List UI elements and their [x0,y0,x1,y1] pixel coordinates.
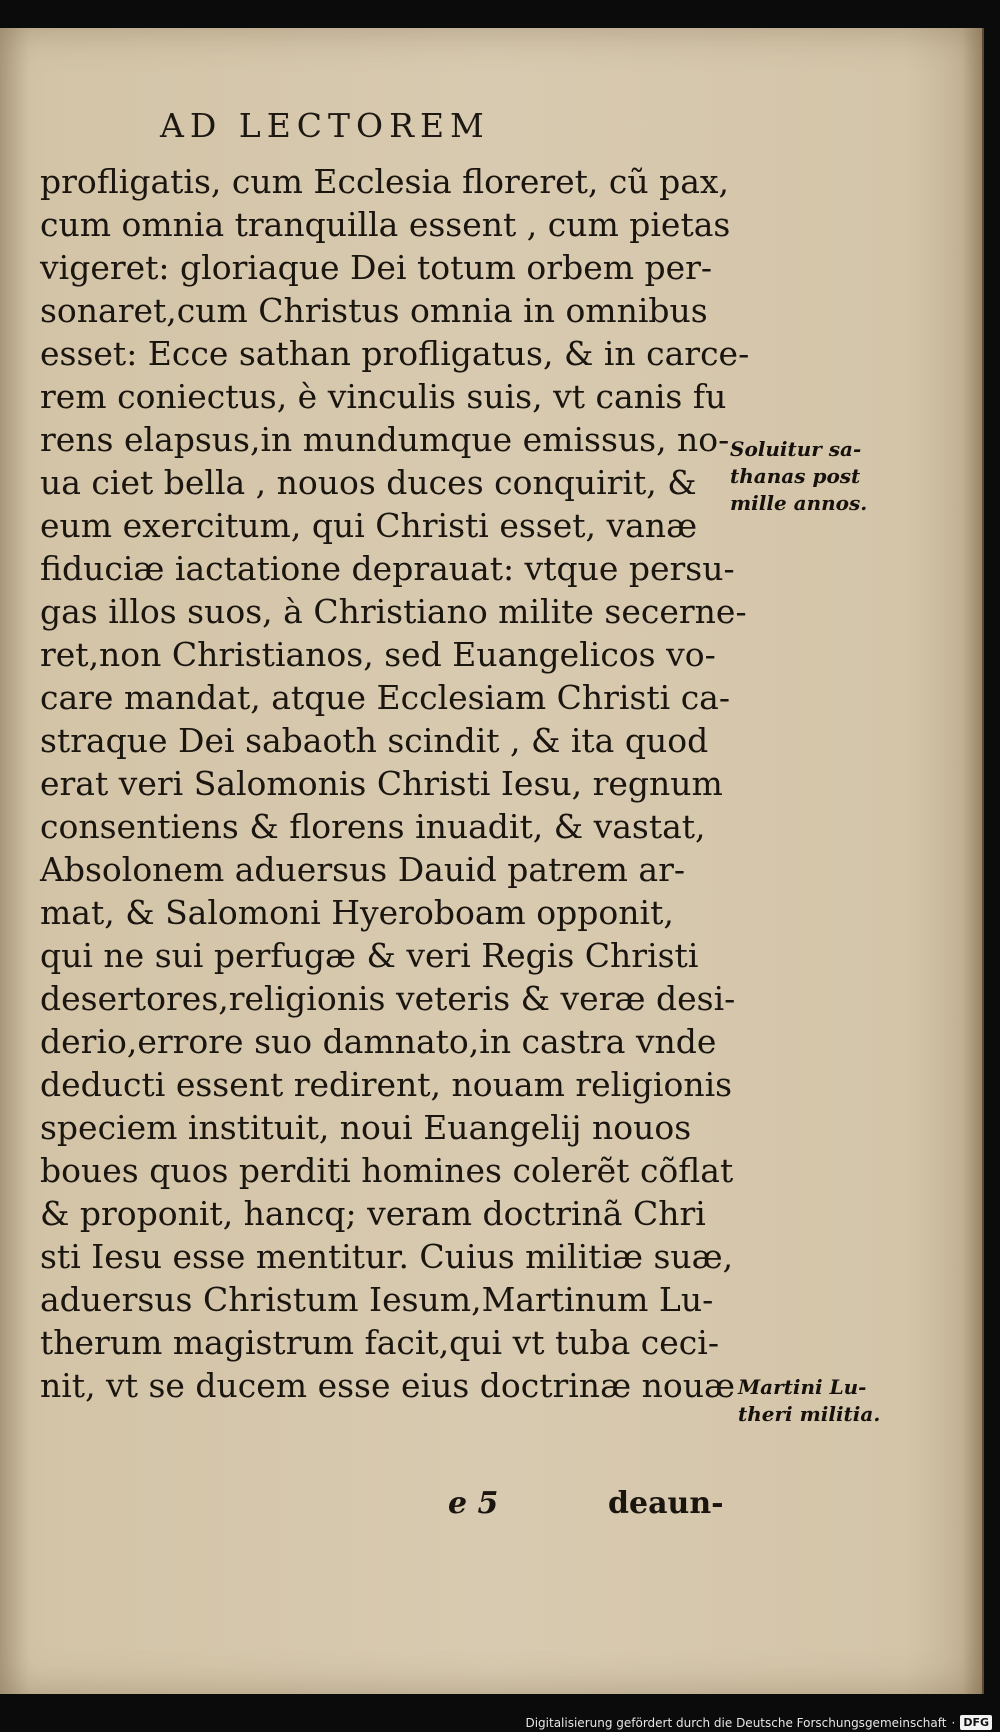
credit-text: Digitalisierung gefördert durch die Deutsche Forschungsgemeinschaft [525,1715,947,1730]
margin-note-line: Martini Lu- [738,1375,867,1399]
text-line: deducti essent redirent, nouam religionis [40,1065,733,1104]
text-line: therum magistrum facit,qui vt tuba ceci- [40,1323,719,1362]
text-line: gas illos suos, à Christiano milite secerne- [40,592,747,631]
text-line: sonaret,cum Christus omnia in omnibus [40,291,708,330]
page-footer [448,1486,724,1521]
margin-note-line: Soluitur sa- [730,437,862,461]
text-line: erat veri Salomonis Christi Iesu, regnum [40,764,723,803]
text-line: straque Dei sabaoth scindit , & ita quod [40,721,709,760]
book-page [0,28,984,1694]
text-line: sti Iesu esse mentitur. Cuius militiæ suæ, [40,1237,734,1276]
text-line: esset: Ecce sathan profligatus, & in carce- [40,334,750,373]
text-line: ua ciet bella , nouos duces conquirit, & [40,463,697,502]
text-line: & proponit, hancq; veram doctrinã Chri [40,1194,706,1233]
margin-note [738,1374,880,1428]
text-line: speciem instituit, noui Euangelij nouos [40,1108,692,1147]
body-text [40,160,750,1407]
separator: · [951,1715,956,1730]
margin-note-line: mille annos. [730,491,868,515]
text-line: ret,non Christianos, sed Euangelicos vo- [40,635,716,674]
text-line: qui ne sui perfugæ & veri Regis Christi [40,936,699,975]
dfg-logo: DFG [960,1715,992,1730]
text-line: aduersus Christum Iesum,Martinum Lu- [40,1280,714,1319]
margin-note-line: thanas post [730,464,861,488]
text-line: desertores,religionis veteris & veræ desi- [40,979,736,1018]
text-line: fiduciæ iactatione deprauat: vtque persu- [40,549,735,588]
text-line: consentiens & florens inuadit, & vastat, [40,807,706,846]
text-line: rens elapsus,in mundumque emissus, no- [40,420,730,459]
text-line: profligatis, cum Ecclesia floreret, cũ pax, [40,162,730,201]
running-header: AD LECTOREM [160,106,490,145]
margin-note-line: theri militia. [738,1402,881,1426]
text-line: derio,errore suo damnato,in castra vnde [40,1022,717,1061]
text-line: eum exercitum, qui Christi esset, vanæ [40,506,698,545]
text-line: mat, & Salomoni Hyeroboam opponit, [40,893,674,932]
text-line: care mandat, atque Ecclesiam Christi ca- [40,678,731,717]
text-line: Absolonem aduersus Dauid patrem ar- [40,850,686,889]
digitization-credit [525,1715,992,1730]
margin-note [730,436,867,517]
text-line: rem coniectus, è vinculis suis, vt canis fu [40,377,727,416]
catchword: deaun- [608,1486,724,1521]
text-line: nit, vt se ducem esse eius doctrinæ nouæ [40,1366,735,1405]
signature-mark: e 5 [448,1486,499,1521]
text-line: vigeret: gloriaque Dei totum orbem per- [40,248,713,287]
text-line: cum omnia tranquilla essent , cum pietas [40,205,731,244]
text-line: boues quos perditi homines colerẽt cõflat [40,1151,734,1190]
